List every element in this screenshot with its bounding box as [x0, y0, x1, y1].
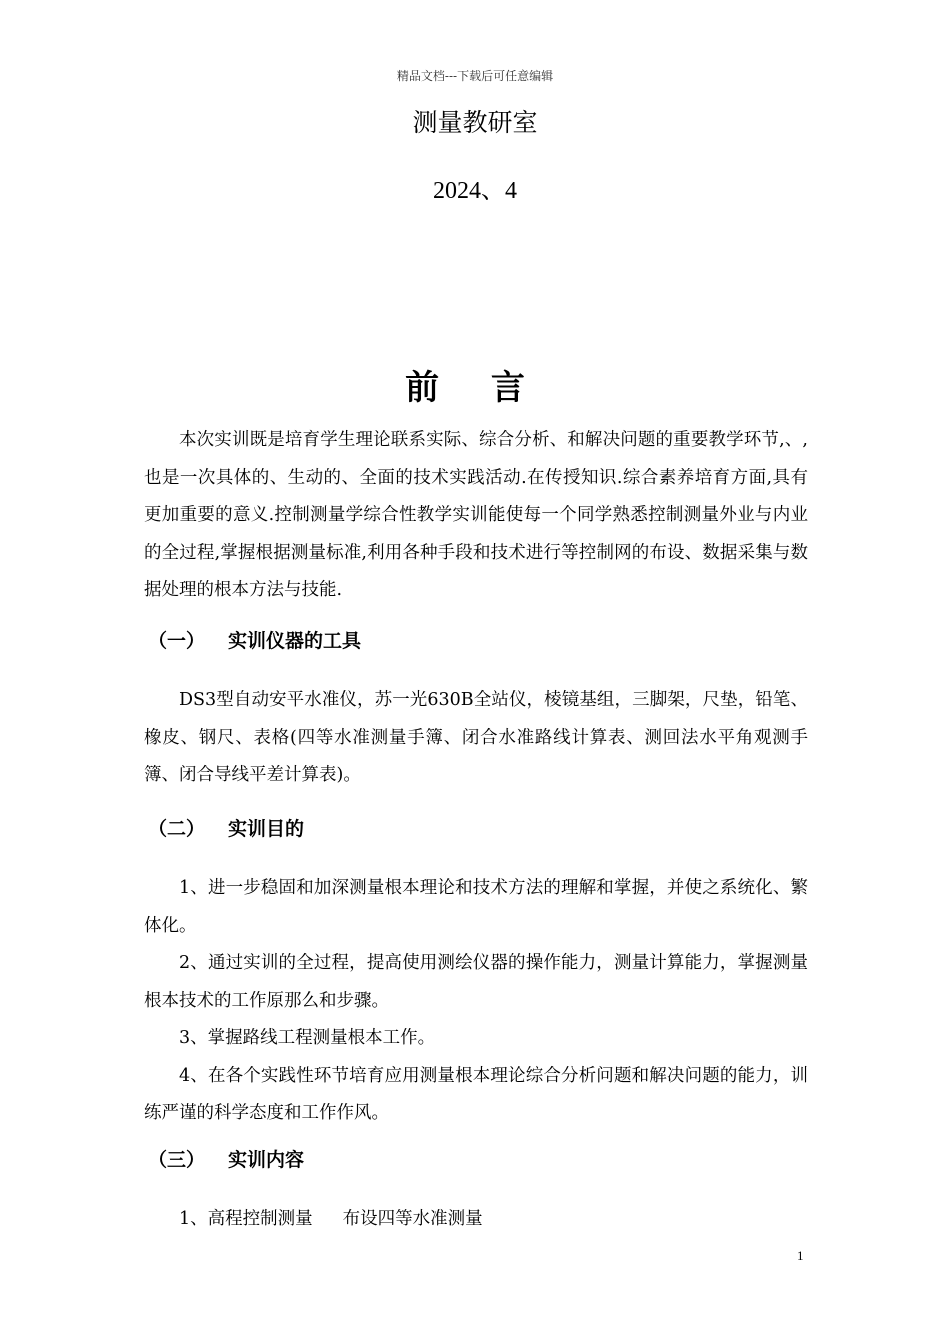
- page-number: 1: [797, 1248, 804, 1263]
- section-heading-1: [148, 626, 361, 653]
- section-title: 实训目的: [228, 818, 305, 840]
- section-heading-3: [148, 1145, 304, 1172]
- list-item: [144, 1201, 808, 1239]
- department-title: 测量教研室: [412, 108, 538, 137]
- item-detail: 布设四等水准测量: [342, 1209, 483, 1229]
- section-number: （三）: [148, 1149, 206, 1171]
- section-1-body: [144, 682, 808, 795]
- section-number: （一）: [148, 630, 206, 652]
- cover-date: 2024、4: [433, 178, 517, 204]
- section-title: 实训内容: [228, 1149, 305, 1171]
- preface-paragraph: 本次实训既是培育学生理论联系实际、综合分析、和解决问题的重要教学环节,、,也是一次具体的、生动的、全面的技术实践活动.在传授知识.综合素养培育方面,具有更加重要的意义.控制测量学综合性教学实训能使每一个同学熟悉控制测量外业与内业的全过程,掌握根据测量标准,利用各种手段和技术进行等控制网的布设、数据采集与数据处理的根本方法与技能.: [144, 430, 808, 600]
- section-2-body: [144, 870, 808, 1133]
- preface-body: [144, 422, 808, 610]
- header-note: 精品文档---下载后可任意编辑: [396, 69, 554, 83]
- instruments-paragraph: DS3型自动安平水准仪，苏一光630B全站仪，棱镜基组，三脚架，尺垫，铅笔、橡皮、钢尺、表格(四等水准测量手簿、闭合水准路线计算表、测回法水平角观测手簿、闭合导线平差计算表)。: [144, 690, 808, 785]
- section-number: （二）: [148, 818, 206, 840]
- list-item: 4、在各个实践性环节培育应用测量根本理论综合分析问题和解决问题的能力，训练严谨的科学态度和工作作风。: [144, 1065, 808, 1123]
- preface-title: 前 言: [405, 368, 545, 408]
- section-title: 实训仪器的工具: [228, 630, 362, 652]
- list-item: 1、进一步稳固和加深测量根本理论和技术方法的理解和掌握，并使之系统化、繁体化。: [144, 878, 808, 936]
- list-item: 2、通过实训的全过程，提高使用测绘仪器的操作能力，测量计算能力，掌握测量根本技术的工作原那么和步骤。: [144, 953, 808, 1011]
- section-heading-2: [148, 814, 304, 841]
- list-item: 3、掌握路线工程测量根本工作。: [179, 1028, 436, 1048]
- item-label: 1、高程控制测量: [179, 1209, 313, 1229]
- section-3-body: [144, 1201, 808, 1239]
